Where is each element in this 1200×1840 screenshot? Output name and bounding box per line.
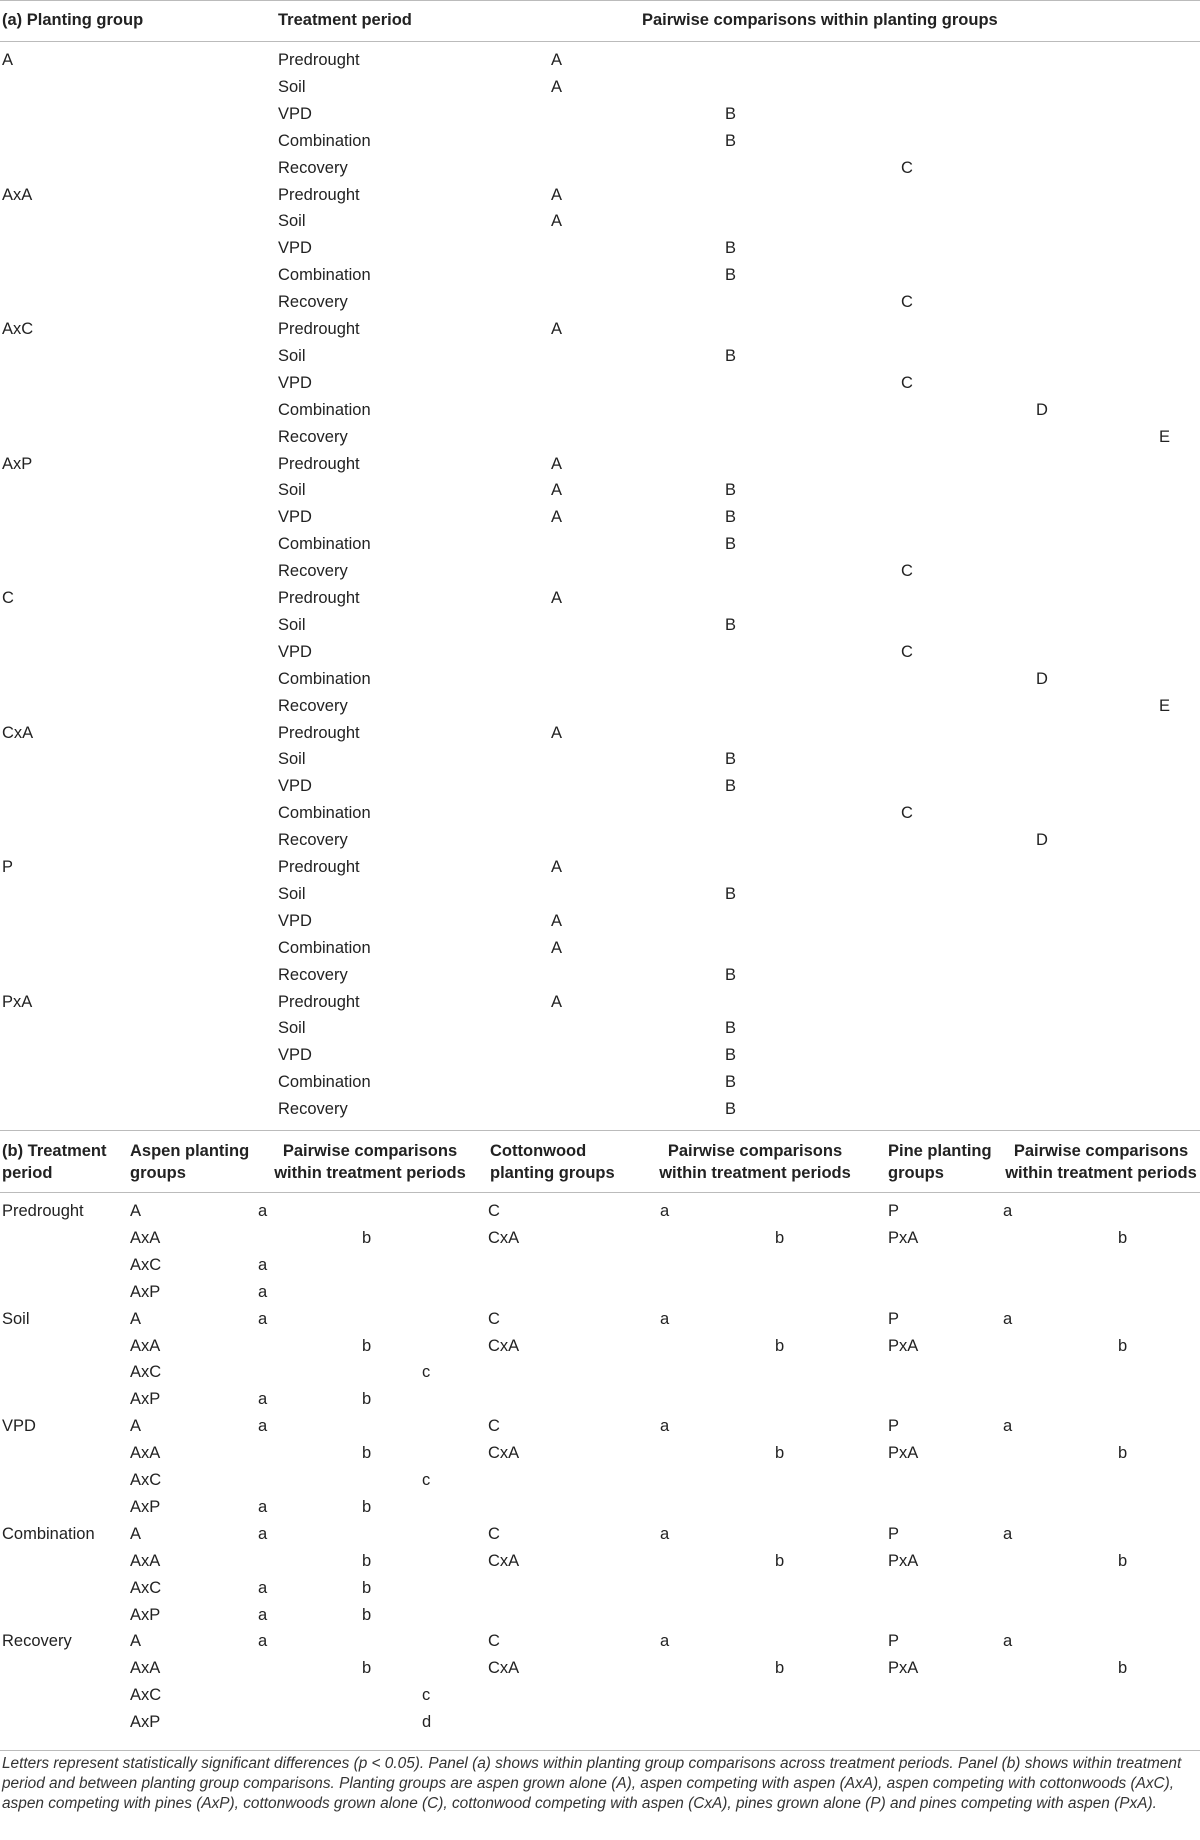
treatment-period-label: Soil	[278, 77, 306, 96]
aspen-group-label: A	[130, 1309, 142, 1328]
cottonwood-group-label: C	[488, 1524, 500, 1543]
panel-b-header-cottonwood: Cottonwood planting groups	[490, 1142, 615, 1182]
significance-letter: a	[258, 1202, 268, 1220]
significance-letter: b	[362, 1228, 372, 1247]
treatment-period-label: Soil	[278, 1019, 306, 1038]
aspen-group-label: A	[130, 1417, 142, 1436]
treatment-period-label: Recovery	[278, 293, 348, 312]
significance-letter: B	[725, 777, 737, 796]
significance-letter: B	[725, 535, 737, 554]
significance-letter: C	[901, 804, 913, 823]
treatment-period-label: Recovery	[278, 831, 348, 850]
significance-letter: b	[1118, 1336, 1128, 1355]
significance-letter: b	[775, 1551, 785, 1570]
aspen-group-label: AxP	[130, 1605, 161, 1624]
significance-letter: b	[1118, 1228, 1128, 1247]
treatment-period-label: VPD	[2, 1417, 36, 1436]
significance-letter: a	[258, 1497, 268, 1516]
pine-group-label: P	[888, 1417, 900, 1436]
treatment-period-label: Recovery	[278, 427, 348, 446]
significance-letter: a	[258, 1605, 268, 1624]
panel-b-header-cottonwood-comparisons: Pairwise comparisons within treatment periods	[659, 1142, 851, 1182]
significance-letter: b	[775, 1336, 785, 1355]
treatment-period-label: Soil	[278, 346, 306, 365]
treatment-period-label: Recovery	[278, 158, 348, 177]
significance-letter: A	[551, 481, 563, 500]
panel-b-header-pine-comparisons: Pairwise comparisons within treatment periods	[1005, 1142, 1197, 1182]
significance-letter: B	[725, 1073, 737, 1092]
significance-letter: E	[1159, 427, 1171, 446]
significance-letter: C	[901, 642, 913, 661]
cottonwood-group-label: C	[488, 1632, 500, 1651]
significance-letter: a	[258, 1309, 268, 1328]
panel-b-header-pine: Pine planting groups	[888, 1142, 992, 1182]
significance-letter: a	[660, 1417, 670, 1436]
significance-letter: a	[660, 1202, 670, 1220]
panel-a-header-comparisons: Pairwise comparisons within planting groups	[642, 11, 998, 29]
aspen-group-label: AxP	[130, 1497, 161, 1516]
aspen-group-label: AxP	[130, 1282, 161, 1301]
treatment-period-label: VPD	[278, 508, 312, 527]
significance-letter: A	[551, 185, 563, 204]
cottonwood-group-label: CxA	[488, 1444, 520, 1463]
significance-letter: a	[660, 1632, 670, 1651]
treatment-period-label: Recovery	[278, 965, 348, 984]
significance-letter: a	[1003, 1524, 1013, 1543]
treatment-period-label: VPD	[278, 104, 312, 123]
treatment-period-label: VPD	[278, 777, 312, 796]
treatment-period-label: Predrought	[278, 858, 360, 876]
treatment-period-label: Combination	[278, 669, 371, 688]
significance-letter: a	[1003, 1202, 1013, 1220]
treatment-period-label: Recovery	[278, 1100, 348, 1119]
aspen-group-label: AxC	[130, 1578, 162, 1597]
panel-b-header-aspen: Aspen planting groups	[130, 1142, 250, 1182]
significance-letter: a	[660, 1309, 670, 1328]
planting-group-label: AxC	[2, 320, 34, 338]
significance-letter: B	[725, 239, 737, 258]
pine-group-label: P	[888, 1632, 900, 1651]
significance-letter: b	[362, 1551, 372, 1570]
pine-group-label: P	[888, 1524, 900, 1543]
significance-letter: C	[901, 373, 913, 392]
significance-letter: D	[1036, 669, 1048, 688]
significance-letter: A	[551, 911, 563, 930]
significance-letter: a	[1003, 1309, 1013, 1328]
pine-group-label: PxA	[888, 1659, 919, 1678]
treatment-period-label: VPD	[278, 911, 312, 930]
cottonwood-group-label: CxA	[488, 1336, 520, 1355]
significance-letter: A	[551, 320, 563, 338]
significance-letter: b	[362, 1497, 372, 1516]
planting-group-label: AxP	[2, 454, 33, 473]
cottonwood-group-label: CxA	[488, 1659, 520, 1678]
panel-b-header-period: (b) Treatment period	[2, 1142, 107, 1182]
significance-letter: C	[901, 293, 913, 312]
significance-letter: A	[551, 212, 563, 231]
significance-letter: a	[258, 1578, 268, 1597]
cottonwood-group-label: C	[488, 1417, 500, 1436]
significance-letter: B	[725, 884, 737, 903]
significance-letter: c	[422, 1363, 431, 1382]
pine-group-label: PxA	[888, 1228, 919, 1247]
significance-letter: B	[725, 1100, 737, 1119]
significance-letter: C	[901, 562, 913, 581]
significance-letter: D	[1036, 831, 1048, 850]
significance-letter: C	[901, 158, 913, 177]
significance-letter: A	[551, 454, 563, 473]
significance-letter: B	[725, 266, 737, 285]
treatment-period-label: Soil	[278, 884, 306, 903]
significance-letter: b	[1118, 1659, 1128, 1678]
significance-letter: b	[362, 1659, 372, 1678]
panel-divider-rule	[0, 1130, 1200, 1131]
significance-letter: B	[725, 508, 737, 527]
significance-letter: B	[725, 346, 737, 365]
significance-letter: A	[551, 938, 563, 957]
significance-letter: c	[422, 1471, 431, 1489]
significance-letter: A	[551, 77, 563, 96]
aspen-group-label: AxA	[130, 1444, 161, 1463]
aspen-group-label: A	[130, 1524, 142, 1543]
panel-a-header-group: (a) Planting group	[2, 11, 144, 29]
significance-letter: b	[362, 1578, 372, 1597]
top-rule	[0, 0, 1200, 1]
significance-letter: a	[258, 1524, 268, 1543]
significance-letter: b	[362, 1336, 372, 1355]
treatment-period-label: Predrought	[2, 1202, 84, 1220]
bottom-rule	[0, 1750, 1200, 1751]
significance-letter: b	[775, 1659, 785, 1678]
treatment-period-label: Predrought	[278, 51, 360, 69]
aspen-group-label: A	[130, 1202, 142, 1220]
treatment-period-label: VPD	[278, 239, 312, 258]
panel-b-header-aspen-comparisons: Pairwise comparisons within treatment periods	[274, 1142, 466, 1182]
aspen-group-label: AxC	[130, 1471, 162, 1489]
aspen-group-label: AxA	[130, 1228, 161, 1247]
significance-letter: A	[551, 992, 563, 1011]
significance-letter: d	[422, 1713, 432, 1732]
panel-a-header-period: Treatment period	[278, 11, 412, 29]
significance-letter: B	[725, 104, 737, 123]
significance-letter: B	[725, 615, 737, 634]
significance-letter: E	[1159, 696, 1171, 715]
significance-letter: b	[362, 1444, 372, 1463]
treatment-period-label: Combination	[278, 535, 371, 554]
treatment-period-label: Predrought	[278, 185, 360, 204]
treatment-period-label: Combination	[2, 1524, 95, 1543]
aspen-group-label: AxC	[130, 1255, 162, 1274]
pine-group-label: PxA	[888, 1551, 919, 1570]
treatment-period-label: Predrought	[278, 320, 360, 338]
significance-letter: b	[1118, 1551, 1128, 1570]
significance-letter: B	[725, 1046, 737, 1065]
cottonwood-group-label: CxA	[488, 1228, 520, 1247]
significance-letter: a	[1003, 1632, 1013, 1651]
pine-group-label: PxA	[888, 1336, 919, 1355]
treatment-period-label: VPD	[278, 1046, 312, 1065]
significance-letter: A	[551, 723, 563, 742]
treatment-period-label: Soil	[2, 1309, 30, 1328]
treatment-period-label: VPD	[278, 642, 312, 661]
planting-group-label: PxA	[2, 992, 33, 1011]
treatment-period-label: Combination	[278, 266, 371, 285]
treatment-period-label: Predrought	[278, 992, 360, 1011]
significance-letter: c	[422, 1686, 431, 1705]
significance-letter: A	[551, 508, 563, 527]
significance-letter: B	[725, 750, 737, 769]
treatment-period-label: Combination	[278, 1073, 371, 1092]
significance-letter: a	[660, 1524, 670, 1543]
significance-letter: a	[258, 1282, 268, 1301]
significance-letter: A	[551, 589, 563, 607]
treatment-period-label: Combination	[278, 400, 371, 419]
aspen-group-label: AxC	[130, 1363, 162, 1382]
aspen-group-label: AxP	[130, 1390, 161, 1409]
significance-letter: a	[1003, 1417, 1013, 1436]
significance-letter: b	[775, 1228, 785, 1247]
planting-group-label: P	[2, 858, 14, 876]
panel-a-header-rule	[0, 41, 1200, 42]
aspen-group-label: A	[130, 1632, 142, 1651]
significance-letter: B	[725, 1019, 737, 1038]
treatment-period-label: Soil	[278, 212, 306, 231]
significance-letter: b	[362, 1605, 372, 1624]
significance-letter: b	[775, 1444, 785, 1463]
planting-group-label: A	[2, 51, 14, 69]
significance-letter: a	[258, 1417, 268, 1436]
significance-letter: a	[258, 1255, 268, 1274]
treatment-period-label: Soil	[278, 481, 306, 500]
treatment-period-label: Combination	[278, 938, 371, 957]
planting-group-label: CxA	[2, 723, 34, 742]
aspen-group-label: AxC	[130, 1686, 162, 1705]
significance-letter: A	[551, 51, 563, 69]
treatment-period-label: Predrought	[278, 454, 360, 473]
cottonwood-group-label: C	[488, 1309, 500, 1328]
treatment-period-label: Recovery	[278, 696, 348, 715]
significance-letter: D	[1036, 400, 1048, 419]
aspen-group-label: AxP	[130, 1713, 161, 1732]
table-footnote: Letters represent statistically significant differences (p < 0.05). Panel (a) shows within planting group comparisons across treatment periods. Panel (b) shows within treatment period and between planting group comparisons. Planting groups are aspen grown alone (A), aspen competing with aspen (AxA), aspen competing with cottonwoods (AxC), aspen competing with pines (AxP), cottonwoods grown alone (C), cottonwood competing with aspen (CxA), pines grown alone (P) and pines competing with aspen (PxA).	[2, 1755, 1182, 1812]
treatment-period-label: Soil	[278, 750, 306, 769]
treatment-period-label: Recovery	[278, 562, 348, 581]
planting-group-label: C	[2, 589, 14, 607]
treatment-period-label: Combination	[278, 804, 371, 823]
pine-group-label: PxA	[888, 1444, 919, 1463]
treatment-period-label: VPD	[278, 373, 312, 392]
panel-b-header-rule	[0, 1192, 1200, 1193]
significance-letter: B	[725, 481, 737, 500]
cottonwood-group-label: CxA	[488, 1551, 520, 1570]
pine-group-label: P	[888, 1309, 900, 1328]
significance-letter: b	[362, 1390, 372, 1409]
significance-letter: a	[258, 1390, 268, 1409]
significance-letter: b	[1118, 1444, 1128, 1463]
significance-letter: B	[725, 131, 737, 150]
pine-group-label: P	[888, 1202, 900, 1220]
treatment-period-label: Predrought	[278, 589, 360, 607]
planting-group-label: AxA	[2, 185, 33, 204]
treatment-period-label: Predrought	[278, 723, 360, 742]
aspen-group-label: AxA	[130, 1659, 161, 1678]
treatment-period-label: Combination	[278, 131, 371, 150]
aspen-group-label: AxA	[130, 1551, 161, 1570]
treatment-period-label: Recovery	[2, 1632, 72, 1651]
cottonwood-group-label: C	[488, 1202, 500, 1220]
treatment-period-label: Soil	[278, 615, 306, 634]
significance-letter: B	[725, 965, 737, 984]
significance-letter: a	[258, 1632, 268, 1651]
aspen-group-label: AxA	[130, 1336, 161, 1355]
significance-letter: A	[551, 858, 563, 876]
